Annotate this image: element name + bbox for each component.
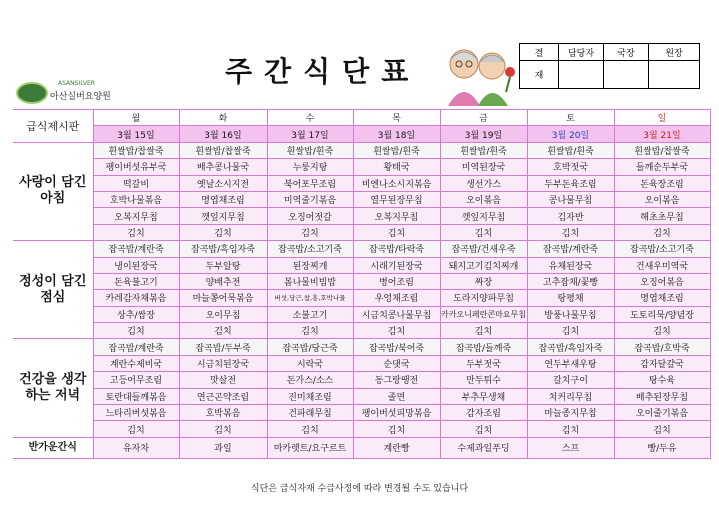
menu-cell: 해초초무침	[614, 208, 710, 224]
menu-cell: 오이줄기볶음	[614, 405, 710, 421]
lunch-row	[13, 241, 710, 257]
day-wed: 수	[267, 110, 353, 126]
menu-cell: 흰쌀밥/찹쌀죽	[93, 142, 179, 158]
menu-cell: 시락국	[267, 355, 353, 371]
dinner-row	[13, 421, 710, 437]
menu-cell: 만두튀수	[440, 372, 527, 388]
approval-box	[519, 43, 700, 89]
menu-cell: 시래기된장국	[353, 257, 440, 273]
lunch-row	[13, 323, 710, 339]
menu-cell: 마늘쫑어묵볶음	[179, 290, 267, 306]
menu-cell: 김치	[179, 421, 267, 437]
menu-cell: 김자반	[527, 208, 614, 224]
menu-cell: 미역줄기볶음	[267, 191, 353, 207]
menu-cell: 깻잎지무침	[440, 208, 527, 224]
menu-cell: 오징어젓갈	[267, 208, 353, 224]
menu-cell: 누룽지탕	[267, 159, 353, 175]
menu-cell: 탕평채	[527, 290, 614, 306]
menu-cell: 김치	[267, 224, 353, 240]
breakfast-row	[13, 208, 710, 224]
menu-cell: 돈육장조림	[614, 175, 710, 191]
breakfast-row	[13, 224, 710, 240]
day-sat: 토	[527, 110, 614, 126]
weekday-row	[13, 110, 710, 126]
menu-cell: 김치	[93, 421, 179, 437]
day-sun: 일	[614, 110, 710, 126]
menu-cell: 김치	[440, 224, 527, 240]
dinner-row	[13, 388, 710, 404]
menu-cell: 김치	[614, 421, 710, 437]
day-tue: 화	[179, 110, 267, 126]
menu-cell: 고추잡채/꽃빵	[527, 273, 614, 289]
footnote: 식단은 급식자재 수급사정에 따라 변경될 수도 있습니다	[250, 484, 469, 494]
menu-cell: 명엽채조림	[614, 290, 710, 306]
menu-cell: 잡곡밥/타락죽	[353, 241, 440, 257]
approval-sign-manager[interactable]	[559, 61, 604, 89]
menu-cell: 감자달걀국	[614, 355, 710, 371]
menu-cell: 잡곡밥/소고기죽	[614, 241, 710, 257]
day-mon: 월	[93, 110, 179, 126]
menu-cell: 도라지양파무침	[440, 290, 527, 306]
menu-cell: 고등어무조림	[93, 372, 179, 388]
menu-cell: 잡곡밥/계란죽	[527, 241, 614, 257]
snack-label: 반가운간식	[13, 437, 93, 458]
menu-cell: 순댓국	[353, 355, 440, 371]
menu-cell: 오복지무침	[353, 208, 440, 224]
approval-label-top: 결	[520, 44, 559, 61]
menu-cell: 김치	[614, 323, 710, 339]
menu-cell: 우엉채조림	[353, 290, 440, 306]
menu-cell: 느타리버섯볶음	[93, 405, 179, 421]
menu-cell: 잡곡밥/흑임자죽	[527, 339, 614, 355]
breakfast-label: 사랑이 담긴 아침	[13, 142, 93, 240]
menu-cell: 돈육불고기	[93, 273, 179, 289]
menu-cell: 갈치구이	[527, 372, 614, 388]
menu-cell: 생선가스	[440, 175, 527, 191]
menu-cell: 시금치콩나물무침	[353, 306, 440, 322]
dinner-row	[13, 405, 710, 421]
lunch-row	[13, 290, 710, 306]
menu-cell: 배추된장무침	[614, 388, 710, 404]
menu-cell: 들깨순두부국	[614, 159, 710, 175]
menu-cell: 두부알탕	[179, 257, 267, 273]
lunch-row	[13, 273, 710, 289]
menu-cell: 마늘종지무침	[527, 405, 614, 421]
menu-cell: 두부돈육조림	[527, 175, 614, 191]
menu-cell: 김치	[267, 421, 353, 437]
menu-cell: 건새우미역국	[614, 257, 710, 273]
logo	[16, 80, 116, 104]
menu-cell: 동그랑땡전	[353, 372, 440, 388]
snack-cell: 마카렛트/요구르트	[267, 437, 353, 458]
menu-cell: 흰쌀밥/흰죽	[527, 142, 614, 158]
snack-cell: 과일	[179, 437, 267, 458]
menu-cell: 병어조림	[353, 273, 440, 289]
menu-cell: 진미채조림	[267, 388, 353, 404]
menu-cell: 치커리무침	[527, 388, 614, 404]
menu-cell: 돈가스/소스	[267, 372, 353, 388]
menu-cell: 잡곡밥/흑임자죽	[179, 241, 267, 257]
menu-cell: 유채된장국	[527, 257, 614, 273]
date-tue: 3월 16일	[179, 126, 267, 142]
approval-role-manager: 담당자	[559, 44, 604, 61]
menu-cell: 황태국	[353, 159, 440, 175]
menu-cell: 호박나물볶음	[93, 191, 179, 207]
menu-cell: 김치	[614, 224, 710, 240]
menu-cell: 잡곡밥/건새우죽	[440, 241, 527, 257]
date-wed: 3월 17일	[267, 126, 353, 142]
menu-cell: 소불고기	[267, 306, 353, 322]
menu-cell: 명엽채조림	[179, 191, 267, 207]
menu-cell: 옛날소시지전	[179, 175, 267, 191]
day-thu: 목	[353, 110, 440, 126]
menu-cell: 팽이버섯피망볶음	[353, 405, 440, 421]
menu-cell: 방풍나물무침	[527, 306, 614, 322]
menu-cell: 양배추전	[179, 273, 267, 289]
menu-cell: 시금치된장국	[179, 355, 267, 371]
dinner-row	[13, 355, 710, 371]
meal-sections	[13, 142, 710, 437]
approval-role-director: 국장	[604, 44, 649, 61]
snack-row	[13, 437, 710, 458]
menu-cell: 잡곡밥/북어죽	[353, 339, 440, 355]
menu-cell: 연근곤약조림	[179, 388, 267, 404]
menu-cell: 돼지고기김치찌개	[440, 257, 527, 273]
menu-cell: 카카오니페란콘마요무침	[440, 306, 527, 322]
dinner-row	[13, 372, 710, 388]
menu-cell: 버섯,당근,참,홍,호박나물	[267, 290, 353, 306]
menu-cell: 잡곡밥/당근죽	[267, 339, 353, 355]
menu-cell: 냉이된장국	[93, 257, 179, 273]
dinner-row	[13, 339, 710, 355]
menu-cell: 김치	[440, 421, 527, 437]
approval-label-bottom: 재	[520, 61, 559, 89]
menu-cell: 깻잎지무침	[179, 208, 267, 224]
menu-cell: 잡곡밥/호박죽	[614, 339, 710, 355]
menu-cell: 오이볶음	[440, 191, 527, 207]
menu-cell: 북어포무조림	[267, 175, 353, 191]
menu-cell: 떡갈비	[93, 175, 179, 191]
menu-cell: 김치	[527, 224, 614, 240]
breakfast-row	[13, 142, 710, 158]
lunch-label: 정성이 담긴 점심	[13, 241, 93, 339]
menu-cell: 김치	[93, 323, 179, 339]
lunch-row	[13, 257, 710, 273]
menu-cell: 오복지무침	[93, 208, 179, 224]
menu-cell: 김치	[179, 224, 267, 240]
menu-cell: 카레감자채볶음	[93, 290, 179, 306]
snack-cell: 스프	[527, 437, 614, 458]
menu-cell: 김치	[267, 323, 353, 339]
menu-cell: 도토리묵/양념장	[614, 306, 710, 322]
menu-cell: 잡곡밥/계란죽	[93, 339, 179, 355]
breakfast-row	[13, 191, 710, 207]
menu-header-label: 급식제시판	[13, 110, 93, 143]
menu-cell: 김치	[527, 421, 614, 437]
menu-cell: 비엔나소시지볶음	[353, 175, 440, 191]
menu-cell: 된장찌개	[267, 257, 353, 273]
menu-cell: 졸면	[353, 388, 440, 404]
menu-cell: 짜장	[440, 273, 527, 289]
menu-cell: 흰쌀밥/찹쌀죽	[179, 142, 267, 158]
menu-cell: 김치	[93, 224, 179, 240]
menu-cell: 팽이버섯유부국	[93, 159, 179, 175]
menu-cell: 오이볶음	[614, 191, 710, 207]
menu-cell: 김치	[440, 323, 527, 339]
menu-cell: 잡곡밥/두부죽	[179, 339, 267, 355]
menu-cell: 잡곡밥/계란죽	[93, 241, 179, 257]
breakfast-row	[13, 159, 710, 175]
menu-cell: 상추/쌈장	[93, 306, 179, 322]
lunch-row	[13, 306, 710, 322]
snack-cell: 계란빵	[353, 437, 440, 458]
menu-cell: 김치	[353, 323, 440, 339]
menu-cell: 탕수육	[614, 372, 710, 388]
menu-cell: 미역된장국	[440, 159, 527, 175]
menu-cell: 김치	[527, 323, 614, 339]
menu-cell: 배추콩나물국	[179, 159, 267, 175]
menu-cell: 잡곡밥/소고기죽	[267, 241, 353, 257]
menu-cell: 감자조림	[440, 405, 527, 421]
snack-cell: 수제과일푸딩	[440, 437, 527, 458]
approval-role-head: 원장	[649, 44, 700, 61]
menu-cell: 맛살전	[179, 372, 267, 388]
menu-cell: 부추무생채	[440, 388, 527, 404]
date-row	[13, 126, 710, 142]
menu-cell: 김치	[179, 323, 267, 339]
menu-cell: 두부젓국	[440, 355, 527, 371]
menu-cell: 연두부새우탕	[527, 355, 614, 371]
snack-cell: 빵/두유	[614, 437, 710, 458]
date-mon: 3월 15일	[93, 126, 179, 142]
menu-cell: 호박젓국	[527, 159, 614, 175]
menu-cell: 토란대들깨볶음	[93, 388, 179, 404]
snack-cell: 유자차	[93, 437, 179, 458]
menu-cell: 건파래무침	[267, 405, 353, 421]
approval-sign-director[interactable]	[604, 61, 649, 89]
elderly-couple-icon	[440, 42, 518, 106]
menu-cell: 봄나물비빔밥	[267, 273, 353, 289]
logo-korean-text: 아산실버요양원	[50, 92, 111, 102]
menu-cell: 계란수제비국	[93, 355, 179, 371]
menu-cell: 오이무침	[179, 306, 267, 322]
menu-cell: 김치	[353, 421, 440, 437]
approval-sign-head[interactable]	[649, 61, 700, 89]
date-thu: 3월 18일	[353, 126, 440, 142]
date-sun: 3월 21일	[614, 126, 710, 142]
menu-cell: 김치	[353, 224, 440, 240]
menu-cell: 흰쌀밥/흰죽	[267, 142, 353, 158]
dinner-label: 건강을 생각하는 저녁	[13, 339, 93, 437]
menu-cell: 열무된장무침	[353, 191, 440, 207]
day-fri: 금	[440, 110, 527, 126]
menu-cell: 흰쌀밥/흰죽	[440, 142, 527, 158]
menu-cell: 흰쌀밥/찹쌀죽	[614, 142, 710, 158]
logo-mark-icon	[16, 82, 48, 104]
menu-cell: 오징어볶음	[614, 273, 710, 289]
date-fri: 3월 19일	[440, 126, 527, 142]
page-title: 주간식단표	[225, 55, 421, 88]
menu-table	[13, 109, 711, 459]
menu-cell: 잡곡밥/들깨죽	[440, 339, 527, 355]
logo-english-text: ASANSILVER	[58, 80, 95, 87]
menu-cell: 호박볶음	[179, 405, 267, 421]
menu-cell: 콩나물무침	[527, 191, 614, 207]
breakfast-row	[13, 175, 710, 191]
menu-cell: 흰쌀밥/흰죽	[353, 142, 440, 158]
date-sat: 3월 20일	[527, 126, 614, 142]
